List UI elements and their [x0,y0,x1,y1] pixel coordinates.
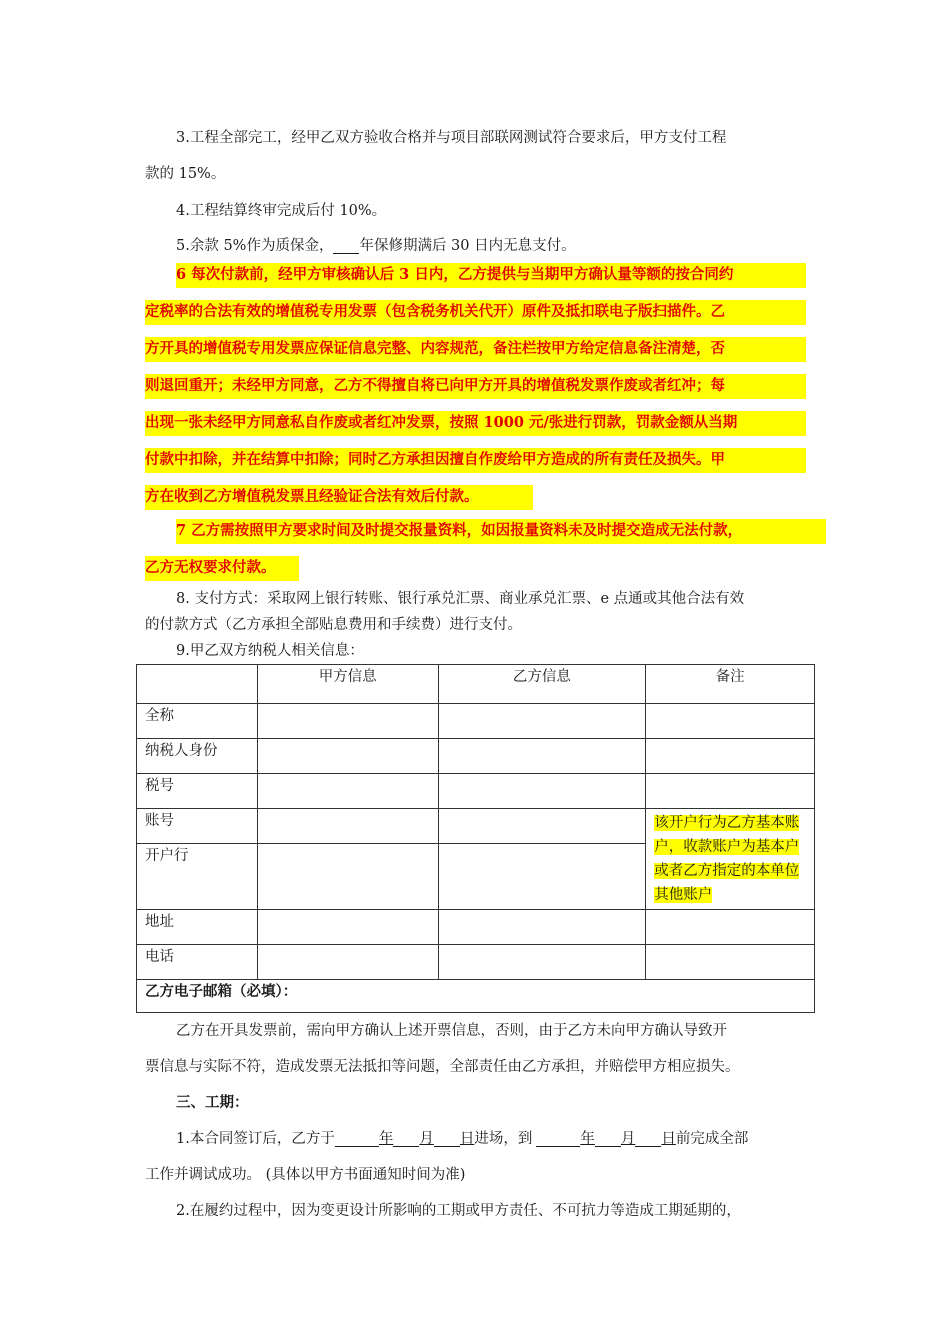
party-a-cell[interactable] [257,809,438,844]
clause-3-line1: 3.工程全部完工，经甲乙双方验收合格并与项目部联网测试符合要求后，甲方支付工程 [176,130,727,146]
table-header-cell: 乙方信息 [438,665,646,704]
blank-end-month[interactable] [595,1128,621,1147]
row-label: 全称 [137,704,258,739]
party-b-cell[interactable] [438,809,646,844]
party-a-cell[interactable] [257,739,438,774]
table-row [137,945,815,980]
table-row [137,809,815,844]
row-label: 地址 [137,910,258,945]
table-header-cell: 甲方信息 [257,665,438,704]
party-b-cell[interactable] [438,704,646,739]
table-header-row [137,665,815,704]
clause-6-line2: 定税率的合法有效的增值税专用发票（包含税务机关代开）原件及抵扣联电子版扫描件。乙 [145,303,725,320]
row-label: 税号 [137,774,258,809]
clause-6-line3: 方开具的增值税专用发票应保证信息完整、内容规范，备注栏按甲方给定信息备注清楚，否 [145,340,725,357]
clause-6-line5: 出现一张未经甲方同意私自作废或者红冲发票，按照 1000 元/张进行罚款，罚款金额从当期 [145,414,738,431]
table-row [137,774,815,809]
clause-6-line6: 付款中扣除，并在结算中扣除；同时乙方承担因擅自作废给甲方造成的所有责任及损失。甲 [145,451,725,468]
party-b-cell[interactable] [438,945,646,980]
party-a-cell[interactable] [257,704,438,739]
clause-5: 5.余款 5%作为质保金， 年保修期满后 30 日内无息支付。 [145,228,846,264]
clause-9: 9.甲乙双方纳税人相关信息： [176,643,364,659]
note-cell-bank [646,809,815,910]
schedule-clause-1-line2: 工作并调试成功。 (具体以甲方书面通知时间为准) [145,1167,466,1183]
row-label: 纳税人身份 [137,739,258,774]
blank-start-month[interactable] [393,1128,419,1147]
bank-account-note: 该开户行为乙方基本账户，收款账户为基本户或者乙方指定的本单位其他账户 [654,815,800,903]
blank-years [333,235,359,254]
party-a-cell[interactable] [257,844,438,910]
party-b-cell[interactable] [438,910,646,945]
schedule-clause-2: 2.在履约过程中，因为变更设计所影响的工期或甲方责任、不可抗力等造成工期延期的， [176,1203,741,1219]
schedule-clause-1-line1: 1.本合同签订后，乙方于 年 月 日进场，到 年 月 日前完成全部 [145,1121,846,1157]
blank-end-day[interactable] [635,1128,661,1147]
row-label: 账号 [137,809,258,844]
party-a-cell[interactable] [257,774,438,809]
party-b-cell[interactable] [438,844,646,910]
clause-8-line2: 的付款方式（乙方承担全部贴息费用和手续费）进行支付。 [145,617,522,633]
clause-6-line7: 方在收到乙方增值税发票且经验证合法有效后付款。 [145,488,479,505]
blank-start-day[interactable] [434,1128,460,1147]
note-cell[interactable] [646,739,815,774]
table-row [137,704,815,739]
party-b-email-label[interactable]: 乙方电子邮箱（必填）： [137,980,815,1013]
table-row-email [137,980,815,1013]
clause-6-line4: 则退回重开；未经甲方同意，乙方不得擅自将已向甲方开具的增值税发票作废或者红冲；每 [145,377,725,394]
table-row [137,739,815,774]
blank-end-year[interactable] [536,1128,580,1147]
clause-7-line1: 7 乙方需按照甲方要求时间及时提交报量资料，如因报量资料未及时提交造成无法付款， [176,522,743,539]
clause-8-line1: 8. 支付方式：采取网上银行转账、银行承兑汇票、商业承兑汇票、e 点通或其他合法有效 [176,591,745,607]
party-a-cell[interactable] [257,910,438,945]
table-header-cell [137,665,258,704]
blank-start-year[interactable] [335,1128,379,1147]
note-cell[interactable] [646,910,815,945]
note-cell[interactable] [646,704,815,739]
table-header-cell: 备注 [646,665,815,704]
clause-6-line1: 6 每次付款前，经甲方审核确认后 3 日内，乙方提供与当期甲方确认量等额的按合同约 [176,266,734,283]
party-b-cell[interactable] [438,774,646,809]
clause-7-line2: 乙方无权要求付款。 [145,559,276,576]
table-row [137,910,815,945]
party-a-cell[interactable] [257,945,438,980]
row-label: 电话 [137,945,258,980]
note-cell[interactable] [646,774,815,809]
row-label: 开户行 [137,844,258,910]
clause-3-line2: 款的 15%。 [145,166,226,182]
section-3-heading: 三、工期： [176,1094,249,1111]
taxpayer-info-table [136,664,815,1013]
confirm-line2: 票信息与实际不符，造成发票无法抵扣等问题，全部责任由乙方承担，并赔偿甲方相应损失。 [145,1059,740,1075]
clause-4: 4.工程结算终审完成后付 10%。 [176,203,387,219]
party-b-cell[interactable] [438,739,646,774]
note-cell[interactable] [646,945,815,980]
confirm-line1: 乙方在开具发票前，需向甲方确认上述开票信息，否则，由于乙方未向甲方确认导致开 [176,1023,727,1039]
